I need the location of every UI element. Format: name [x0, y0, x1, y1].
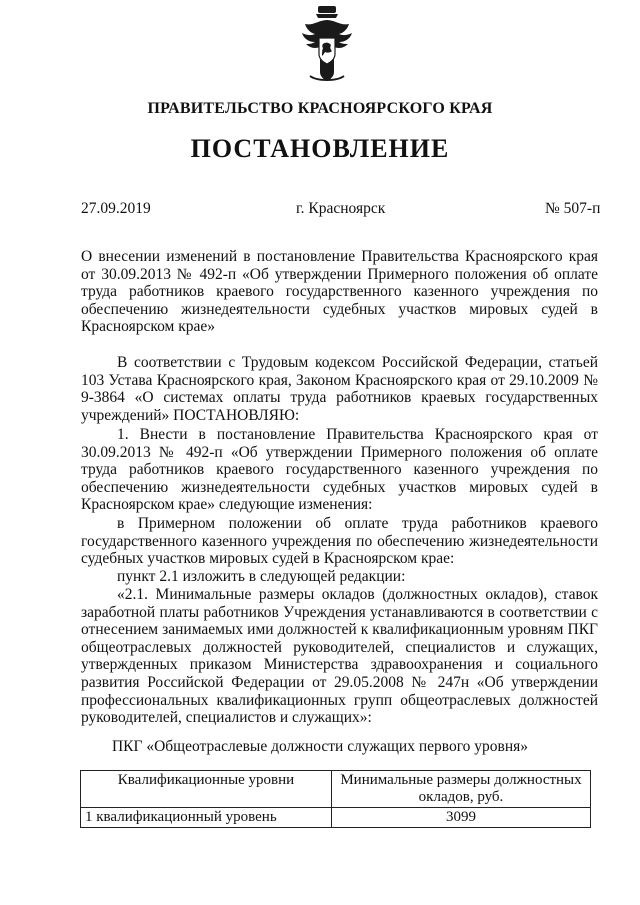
cell-qualification-level: 1 квалификационный уровень: [81, 808, 332, 828]
document-number: № 507-п: [545, 200, 601, 217]
preamble-paragraph: В соответствии с Трудовым кодексом Российской Федерации, статьей 103 Устава Красноярского края, Законом Красноярского края от 29.10.2009 № 9-3864 «О системах оплаты труда работников краевых государственных учреждений» ПОСТАНОВЛЯЮ:: [81, 354, 598, 424]
cell-minimum-salary: 3099: [332, 808, 591, 828]
clause-instruction-paragraph: пункт 2.1 изложить в следующей редакции:: [117, 568, 406, 585]
document-city: г. Красноярск: [296, 200, 386, 217]
amendment-intro-paragraph: в Примерном положении об оплате труда работников краевого государственного казенного учреждения по обеспечению жизнедеятельности судебных участков мировых судей в Красноярском крае:: [81, 515, 598, 568]
table-header-row: [81, 771, 591, 808]
document-type-heading: ПОСТАНОВЛЕНИЕ: [190, 134, 450, 163]
document-title: О внесении изменений в постановление Правительства Красноярского края от 30.09.2013 № 492-п «Об утверждении Примерного положения об оплате труда работников краевого государственного казенного учреждения по обеспечению жизнедеятельности судебных участков мировых судей в Красноярском крае»: [81, 248, 598, 336]
document-date: 27.09.2019: [81, 200, 151, 217]
table-caption: ПКГ «Общеотраслевые должности служащих первого уровня»: [111, 738, 529, 755]
krasnoyarsk-coat-of-arms-icon: [296, 4, 358, 84]
item-1-paragraph: 1. Внести в постановление Правительства Красноярского края от 30.09.2013 № 492-п «Об утверждении Примерного положения об оплате труда работников краевого государственного казенного учреждения по обеспечению жизнедеятельности судебных участков мировых судей в Красноярском крае» следующие изменения:: [81, 426, 598, 514]
header-cell-qualification-level: Квалификационные уровни: [81, 771, 332, 808]
header-cell-minimum-salary: Минимальные размеры должностных окладов, руб.: [332, 771, 591, 808]
table-row: [81, 808, 591, 828]
government-heading: ПРАВИТЕЛЬСТВО КРАСНОЯРСКОГО КРАЯ: [147, 100, 493, 117]
salary-table: [80, 770, 591, 828]
clause-2-1-paragraph: «2.1. Минимальные размеры окладов (должностных окладов), ставок заработной платы работников Учреждения устанавливаются в соответствии с отнесением занимаемых ими должностей к квалификационным уровням ПКГ общеотраслевых должностей руководителей, специалистов и служащих, утвержденных приказом Министерства здравоохранения и социального развития Российской Федерации от 29.05.2008 № 247н «Об утверждении профессиональных квалификационных групп общеотраслевых должностей руководителей, специалистов и служащих»:: [81, 586, 598, 727]
